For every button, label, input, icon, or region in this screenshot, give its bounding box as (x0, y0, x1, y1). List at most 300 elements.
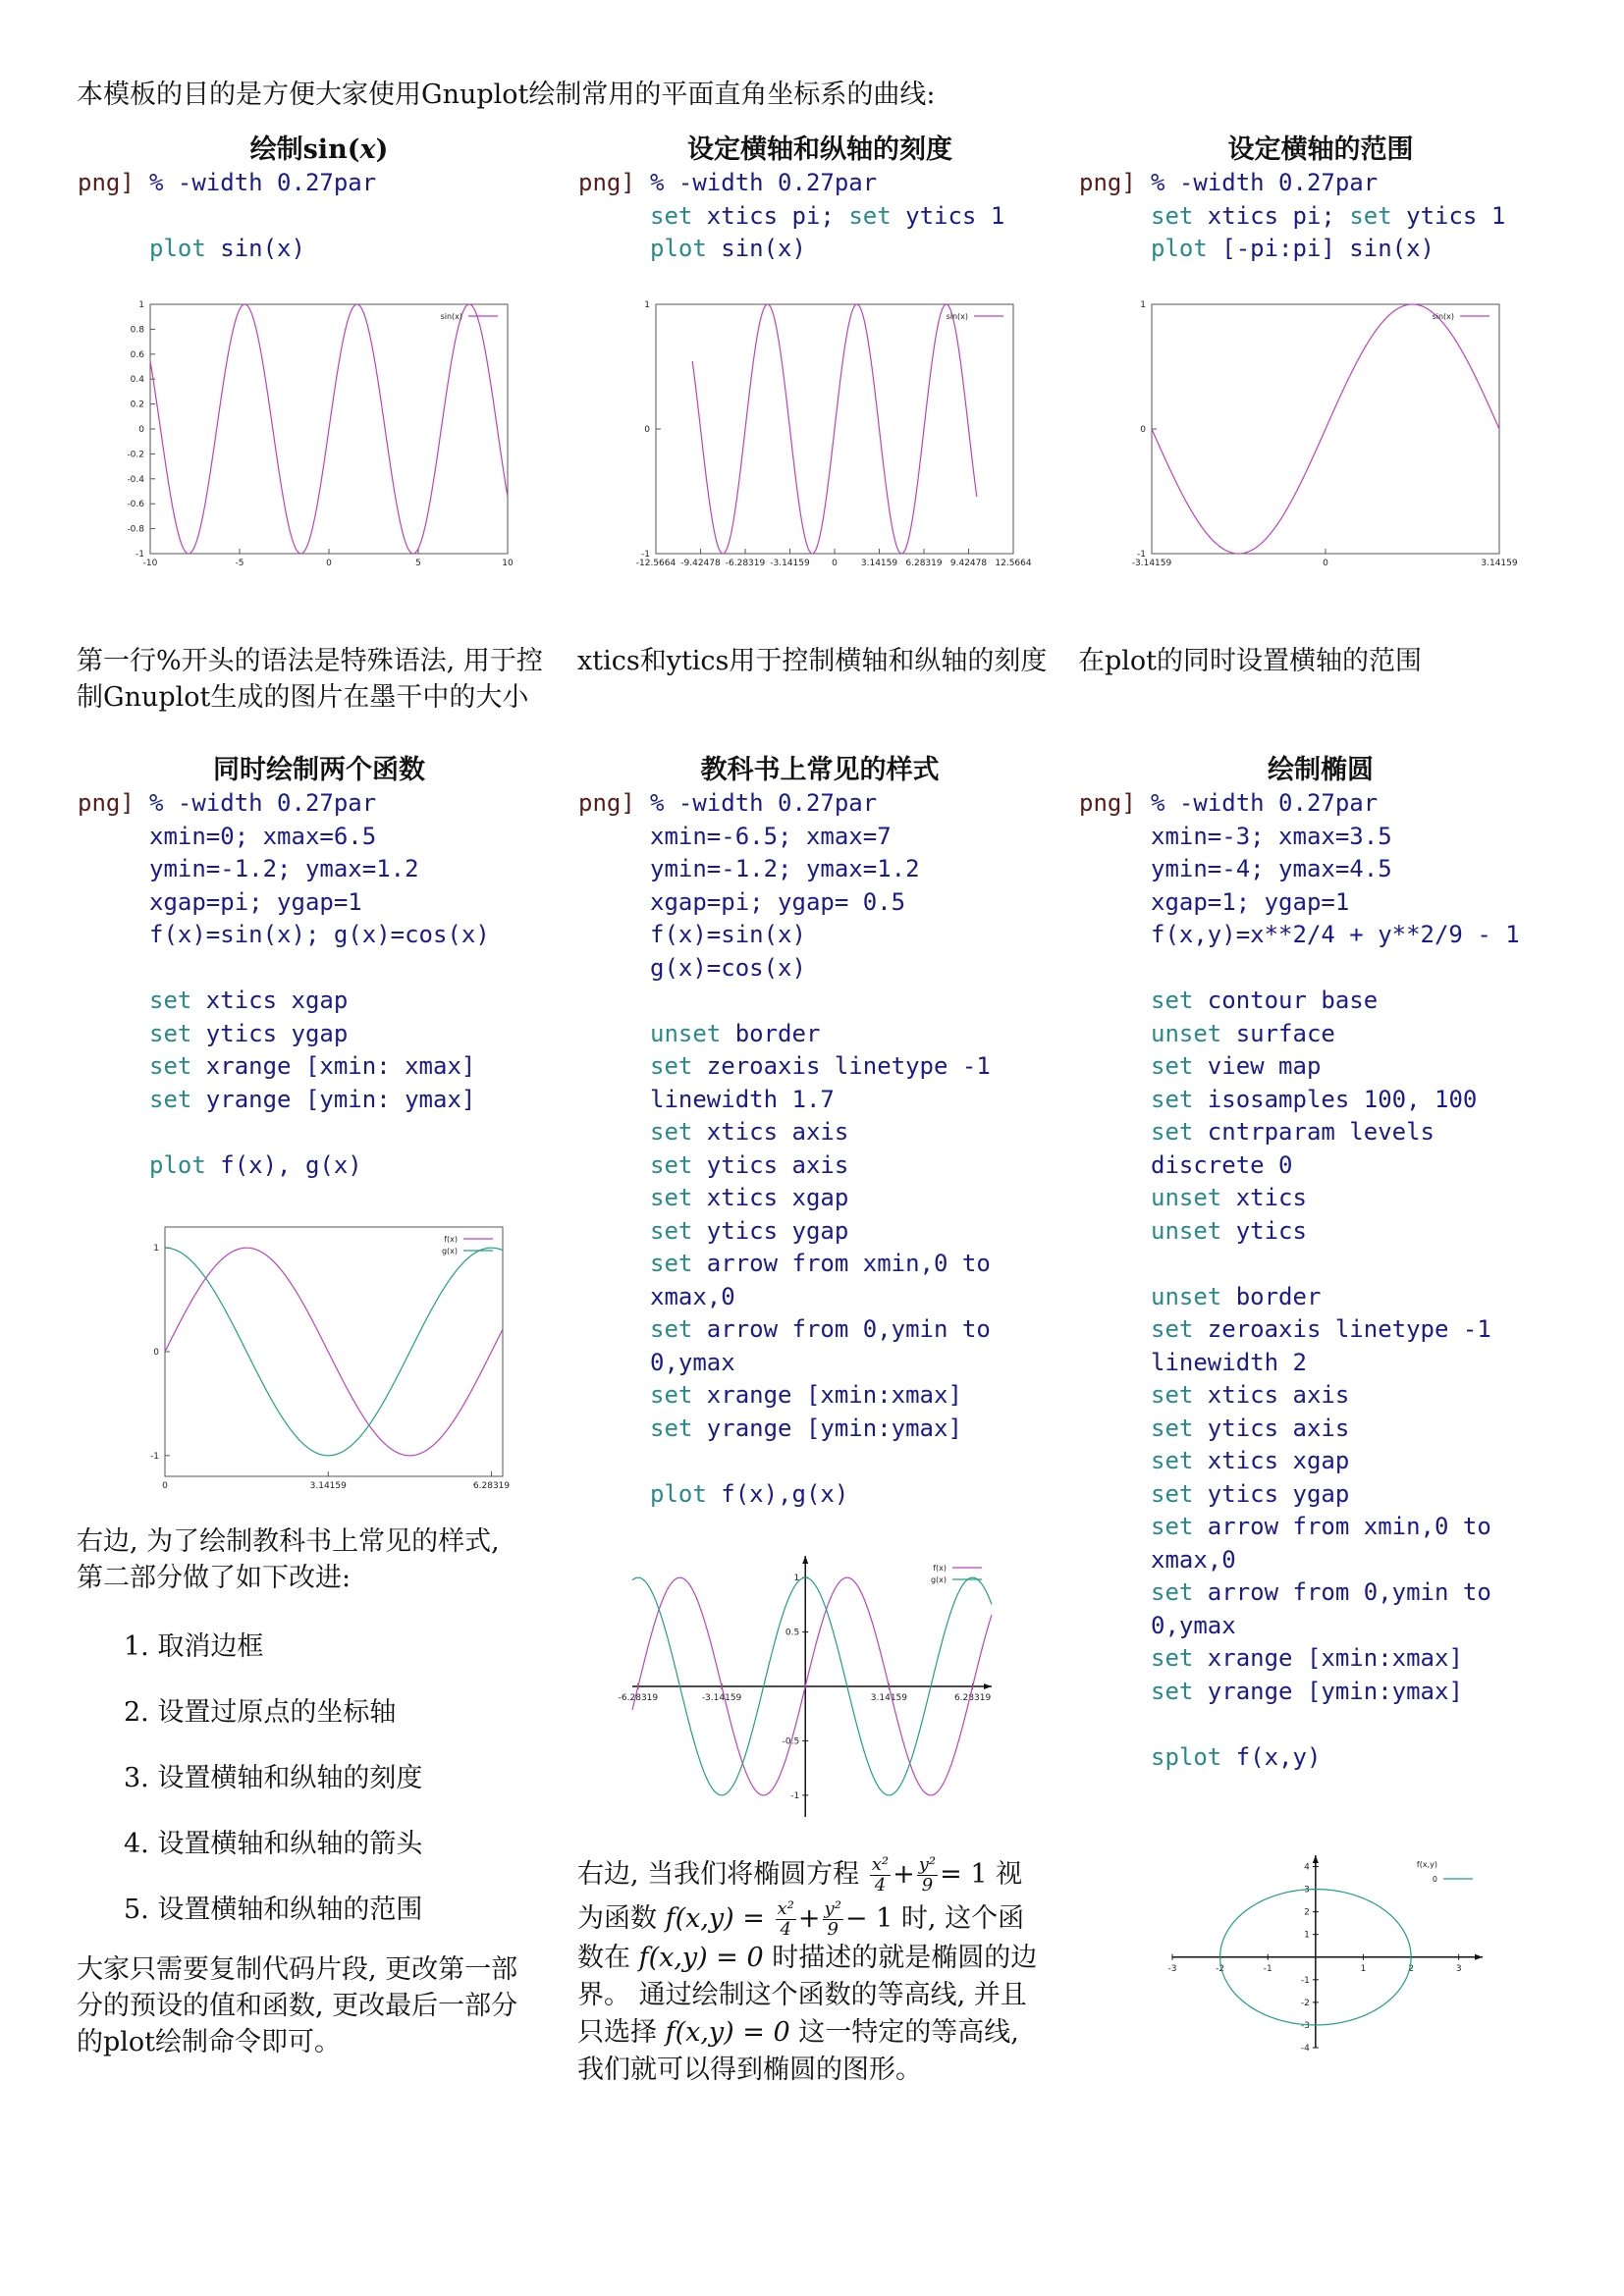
x-tick-label: 3.14159 (1481, 559, 1518, 568)
code-line (1151, 1576, 1520, 1610)
code-line (149, 200, 376, 234)
code-text: xtics (1221, 1184, 1307, 1211)
col3-code (1079, 167, 1506, 266)
expl-line5 (577, 2014, 1068, 2052)
math-fxy: f(x,y) = (665, 1903, 765, 1934)
col5-title: 教科书上常见的样式 (700, 755, 940, 785)
math-fxy0: f(x,y) = 0 (638, 1943, 764, 1973)
y-tick-label: 0 (138, 425, 144, 435)
col2-caption: xtics和ytics用于控制横轴和纵轴的刻度 (577, 646, 1048, 676)
code-text: % -width 0.27par (149, 789, 377, 817)
code-line (1151, 1708, 1520, 1741)
col4-footer (77, 1951, 568, 2060)
code-keyword: set (149, 1019, 192, 1047)
code-line (1151, 1018, 1520, 1051)
code-keyword: plot (149, 235, 206, 262)
code-line (650, 1413, 991, 1446)
legend-label: sin(x) (440, 312, 462, 321)
x-tick-label: 9.42478 (949, 559, 988, 568)
code-line (1151, 1445, 1520, 1478)
code-text: f(x), g(x) (205, 1150, 362, 1179)
col4-note (77, 1523, 568, 1596)
y-tick-label: -1 (150, 1451, 159, 1462)
y-tick-label: 0 (1140, 425, 1146, 435)
code-text: 0,ymax (1151, 1611, 1236, 1639)
code-line (1151, 1642, 1520, 1676)
code-line (1079, 167, 1505, 200)
y-tick-label: -0.4 (127, 474, 144, 485)
expl-p5a: 只选择 (577, 2017, 657, 2048)
x-tick-label: -3.14159 (770, 559, 810, 568)
plot-textbook-style (619, 1546, 1001, 1831)
col3-title: 设定横轴的范围 (1227, 134, 1414, 165)
x-tick-label: 5 (415, 559, 421, 568)
col4-note-line2: 第二部分做了如下改进: (77, 1563, 352, 1593)
code-keyword: set (1151, 1677, 1194, 1705)
code-keyword: set (1151, 987, 1194, 1014)
expl-p2b: 时, 这个函 (900, 1903, 1025, 1934)
frac-x2-4-b: $\frac{\text{x²}}{4}$ (777, 1898, 794, 1940)
frac-y2-9: $\frac{\text{y²}}{9}$ (918, 1854, 937, 1896)
x-tick-label: 3 (1455, 1963, 1462, 1974)
expl-p5b: 这一特定的等高线, (798, 2017, 1019, 2048)
y-tick-label: 1 (138, 300, 144, 310)
col4-title: 同时绘制两个函数 (213, 755, 425, 785)
code-line (1151, 1610, 1520, 1643)
code-line (149, 952, 490, 986)
y-axis-arrowhead (1313, 1855, 1319, 1863)
code-keyword: set (848, 201, 892, 230)
code-line (1151, 952, 1520, 986)
code-line (1151, 1478, 1520, 1512)
code-line (1151, 1741, 1520, 1775)
frac-x2-4: $\frac{\text{x²}}{4}$ (871, 1854, 890, 1896)
chart-svg (1105, 294, 1518, 579)
col2-title: 设定横轴和纵轴的刻度 (687, 134, 952, 165)
y-tick-label: -1 (790, 1790, 800, 1801)
y-tick-label: 0.8 (130, 325, 144, 336)
code-text: arrow from xmin,0 to (1193, 1513, 1491, 1540)
expl-line2 (577, 1899, 1068, 1940)
col5-explanation (577, 1855, 1068, 2089)
code-text: xmin=-3; xmax=3.5 (1151, 822, 1392, 850)
code-text: sin(x) (205, 235, 305, 262)
expl-p3b: 时描述的就是椭圆的边 (772, 1943, 1038, 1973)
y-tick-label: -1 (135, 550, 144, 560)
y-tick-label: 0.6 (130, 349, 144, 360)
legend-title: f(x,y) (1416, 1860, 1437, 1869)
code-text: zeroaxis linetype -1 (1193, 1315, 1491, 1343)
expl-line1 (577, 1855, 1068, 1896)
x-tick-label: -2 (1216, 1963, 1225, 1974)
legend-label: sin(x) (946, 312, 968, 321)
code-line (149, 985, 490, 1018)
series-line (165, 1248, 503, 1456)
code-text: xtics pi; (1193, 201, 1350, 230)
code-text: xgap=pi; ygap= 0.5 (650, 887, 906, 916)
code-text: ytics 1 (1391, 201, 1506, 230)
code-line (149, 1149, 490, 1183)
code-text: % -width 0.27par (1151, 169, 1379, 196)
code-text: border (721, 1019, 821, 1047)
code-line (578, 167, 1004, 200)
x-tick-label: -3 (1167, 1963, 1177, 1974)
plot-ellipse (1159, 1845, 1492, 2061)
code-line (1151, 1149, 1520, 1183)
plot-sin-range (1105, 294, 1518, 579)
code-text: f(x)=sin(x) (650, 921, 806, 948)
code-line (149, 233, 376, 266)
code-text: ytics 1 (891, 201, 1005, 230)
code-text: ytics ygap (692, 1216, 849, 1245)
code-text: f(x,y) (1221, 1742, 1322, 1771)
code-text: sin(x) (706, 235, 806, 262)
code-line (1151, 853, 1520, 886)
code-text: 0,ymax (650, 1348, 735, 1376)
code-line (1151, 200, 1505, 234)
legend-label: f(x) (933, 1564, 947, 1573)
x-tick-label: 12.5664 (995, 559, 1032, 568)
code-text: ytics ygap (1193, 1479, 1350, 1508)
series-line (165, 1248, 503, 1456)
series-line (1152, 304, 1499, 554)
code-keyword: set (650, 1118, 693, 1146)
legend-label: g(x) (930, 1575, 947, 1584)
code-keyword: plot (650, 235, 707, 262)
code-line (650, 200, 1004, 234)
code-text: [-pi:pi] sin(x) (1207, 235, 1435, 262)
code-keyword: set (1151, 1052, 1194, 1080)
code-text: ymin=-1.2; ymax=1.2 (149, 855, 419, 882)
col2-code (578, 167, 1005, 266)
code-text: arrow from 0,ymin to (1193, 1578, 1491, 1606)
plot-sin-cos (118, 1217, 511, 1502)
code-keyword: unset (1151, 1282, 1222, 1310)
y-tick-label: 1 (153, 1244, 159, 1255)
col1-caption (77, 643, 568, 716)
eq-one: = 1 (940, 1859, 988, 1890)
y-tick-label: -0.6 (127, 500, 144, 510)
code-text: xmax,0 (650, 1282, 735, 1310)
code-line (149, 886, 490, 920)
code-text: xrange [xmin:xmax] (692, 1381, 962, 1409)
code-keyword: set (650, 1381, 693, 1409)
x-tick-label: -6.28319 (618, 1693, 659, 1703)
y-tick-label: 0.2 (130, 400, 144, 410)
col4-note-line1: 右边, 为了绘制教科书上常见的样式, (77, 1526, 500, 1557)
chart-frame (165, 1227, 503, 1476)
code-prefix: png] (78, 169, 135, 196)
code-keyword: set (149, 987, 192, 1014)
y-tick-label: 0 (153, 1348, 159, 1358)
code-text: xtics xgap (191, 987, 349, 1014)
code-line (650, 1248, 991, 1281)
code-line (650, 853, 991, 886)
code-keyword: set (650, 1184, 693, 1211)
y-tick-label: -0.2 (127, 450, 144, 460)
expl-line6: 我们就可以得到椭圆的图形。 (577, 2055, 922, 2085)
code-keyword: set (1151, 1315, 1194, 1343)
code-text: yrange [ymin: ymax] (191, 1085, 476, 1113)
chart-svg (619, 1546, 1001, 1831)
list-item-5: 5. 设置横轴和纵轴的范围 (124, 1895, 423, 1925)
plot-sin-tics (609, 294, 1032, 579)
code-line (1151, 1281, 1520, 1314)
code-text: xtics axis (1193, 1381, 1350, 1409)
code-text: ytics (1221, 1216, 1307, 1245)
code-keyword: set (1151, 201, 1194, 230)
code-text: f(x,y)=x**2/4 + y**2/9 - 1 (1151, 921, 1520, 948)
x-tick-label: -9.42478 (680, 559, 721, 568)
frac-y2-9-b: $\frac{\text{y²}}{9}$ (824, 1898, 841, 1940)
code-text: discrete 0 (1151, 1150, 1293, 1179)
code-line (1151, 1248, 1520, 1281)
code-text: g(x)=cos(x) (650, 953, 806, 982)
col1-code (78, 167, 377, 266)
code-text: ymin=-1.2; ymax=1.2 (650, 855, 920, 882)
x-axis-arrowhead (984, 1683, 992, 1689)
x-tick-label: -3.14159 (701, 1693, 742, 1703)
code-line (149, 821, 490, 854)
col4-footer-line1: 大家只需要复制代码片段, 更改第一部 (77, 1954, 518, 1985)
code-line (650, 1478, 991, 1512)
x-tick-label: 3.14159 (309, 1481, 347, 1491)
code-text: f(x),g(x) (706, 1479, 849, 1508)
code-line (1151, 1413, 1520, 1446)
code-line (1151, 919, 1520, 952)
list-item-1: 1. 取消边框 (124, 1631, 264, 1662)
code-text: contour base (1193, 987, 1379, 1014)
legend-label: g(x) (441, 1247, 458, 1255)
code-keyword: set (650, 1250, 693, 1277)
y-tick-label: -3 (1300, 2020, 1310, 2031)
code-keyword: set (650, 201, 693, 230)
code-keyword: set (1151, 1381, 1194, 1409)
code-text: border (1221, 1282, 1322, 1310)
col6-title: 绘制椭圆 (1268, 755, 1374, 785)
code-line (1151, 1050, 1520, 1084)
code-line (650, 1018, 991, 1051)
code-text: xrange [xmin:xmax] (1193, 1644, 1463, 1672)
expl-p1a: 右边, 当我们将椭圆方程 (577, 1859, 860, 1890)
code-text: linewidth 2 (1151, 1348, 1307, 1376)
x-tick-label: -10 (142, 559, 158, 568)
code-text: view map (1193, 1052, 1322, 1080)
x-tick-label: 0 (162, 1481, 168, 1491)
code-prefix: png] (1079, 169, 1136, 196)
code-line (78, 787, 490, 821)
code-line (650, 886, 991, 920)
code-text: arrow from 0,ymin to (692, 1315, 991, 1343)
code-text: % -width 0.27par (1151, 789, 1379, 817)
code-text: % -width 0.27par (650, 789, 878, 817)
code-keyword: set (1151, 1479, 1194, 1508)
expl-p3a: 数在 (577, 1943, 630, 1973)
chart-svg (103, 294, 515, 579)
math-fxy0-b: f(x,y) = 0 (665, 2017, 790, 2048)
code-text: isosamples 100, 100 (1193, 1085, 1478, 1113)
expl-line3 (577, 1940, 1068, 1977)
code-text: % -width 0.27par (650, 169, 878, 196)
code-text: ytics ygap (191, 1019, 349, 1047)
y-tick-label: 4 (1304, 1862, 1310, 1873)
code-line (149, 1116, 490, 1149)
code-keyword: set (650, 1216, 693, 1245)
code-text: xgap=pi; ygap=1 (149, 887, 362, 916)
code-keyword: set (1151, 1118, 1194, 1146)
list-item-3: 3. 设置横轴和纵轴的刻度 (124, 1763, 423, 1793)
code-keyword: unset (1151, 1019, 1222, 1047)
code-text: ytics axis (692, 1150, 849, 1179)
code-line (650, 1313, 991, 1347)
legend-label: f(x) (444, 1235, 458, 1244)
col1-title-var: x (359, 134, 376, 165)
x-tick-label: 1 (1360, 1963, 1367, 1974)
code-prefix: png] (578, 169, 635, 196)
plus-sign-b: + (797, 1903, 821, 1934)
code-line (1151, 1379, 1520, 1413)
x-tick-label: 0 (326, 559, 332, 568)
code-line (149, 1084, 490, 1117)
minus-one: − 1 (844, 1903, 893, 1934)
code-line (578, 787, 991, 821)
code-keyword: set (650, 1052, 693, 1080)
code-keyword: plot (1151, 235, 1208, 262)
code-line (650, 919, 991, 952)
code-line (1151, 886, 1520, 920)
code-line (650, 985, 991, 1018)
code-keyword: set (149, 1085, 192, 1113)
code-line (650, 1084, 991, 1117)
code-text: xtics xgap (692, 1184, 849, 1211)
code-text: cntrparam levels (1193, 1118, 1435, 1146)
code-line (650, 1149, 991, 1183)
code-keyword: set (650, 1150, 693, 1179)
code-line (1151, 1511, 1520, 1544)
code-keyword: set (650, 1414, 693, 1442)
code-line (1151, 1676, 1520, 1709)
y-tick-label: -1 (1300, 1975, 1310, 1986)
code-text: xtics axis (692, 1118, 849, 1146)
code-line (650, 1445, 991, 1478)
code-line (1151, 985, 1520, 1018)
code-line (1151, 821, 1520, 854)
col3-caption: 在plot的同时设置横轴的范围 (1078, 646, 1423, 676)
code-keyword: unset (1151, 1184, 1222, 1211)
code-line (650, 233, 1004, 266)
code-keyword: unset (1151, 1216, 1222, 1245)
code-line (1151, 1182, 1520, 1215)
y-axis-arrowhead (802, 1556, 808, 1564)
code-text: arrow from xmin,0 to (692, 1250, 991, 1277)
chart-svg (609, 294, 1032, 579)
expl-p1b: 视 (996, 1859, 1023, 1890)
code-text: zeroaxis linetype -1 (692, 1052, 991, 1080)
x-tick-label: 10 (502, 559, 514, 568)
code-keyword: plot (149, 1150, 206, 1179)
code-text: ymin=-4; ymax=4.5 (1151, 855, 1392, 882)
code-text: xtics pi; (692, 201, 849, 230)
col1-caption-line2: 制Gnuplot生成的图片在墨干中的大小 (77, 682, 529, 713)
code-text: xmin=0; xmax=6.5 (149, 822, 377, 850)
y-tick-label: -1 (1137, 550, 1146, 560)
col4-code (78, 787, 490, 1182)
y-tick-label: 1 (1140, 300, 1146, 310)
x-tick-label: -3.14159 (1131, 559, 1172, 568)
y-tick-label: 1 (793, 1574, 800, 1584)
x-tick-label: 6.28319 (905, 559, 943, 568)
code-line (1151, 1215, 1520, 1249)
code-text: % -width 0.27par (149, 169, 377, 196)
expl-p2a: 为函数 (577, 1903, 657, 1934)
code-line (1151, 233, 1505, 266)
series-line (692, 304, 977, 554)
x-tick-label: 3.14159 (870, 1693, 908, 1703)
y-tick-label: -2 (1300, 1998, 1310, 2008)
code-text: xtics xgap (1193, 1447, 1350, 1474)
y-tick-label: 0.5 (785, 1628, 800, 1638)
x-tick-label: -6.28319 (725, 559, 766, 568)
y-tick-label: -0.8 (127, 524, 144, 535)
code-line (149, 1018, 490, 1051)
plot-sin (103, 294, 515, 579)
chart-svg (118, 1217, 511, 1502)
code-text: xgap=1; ygap=1 (1151, 887, 1350, 916)
code-keyword: set (1151, 1414, 1194, 1442)
code-prefix: png] (1079, 789, 1136, 817)
code-prefix: png] (578, 789, 635, 817)
y-tick-label: 2 (1304, 1907, 1310, 1918)
x-tick-label: 6.28319 (953, 1693, 992, 1703)
col1-caption-line1: 第一行%开头的语法是特殊语法, 用于控 (77, 646, 543, 676)
code-line (1151, 1347, 1520, 1380)
code-text: surface (1221, 1019, 1335, 1047)
code-line (78, 167, 377, 200)
code-keyword: splot (1151, 1742, 1222, 1771)
x-tick-label: -5 (235, 559, 244, 568)
x-tick-label: 0 (1323, 559, 1328, 568)
y-tick-label: 1 (644, 300, 650, 310)
legend-label: sin(x) (1432, 312, 1454, 321)
chart-svg (1159, 1845, 1492, 2061)
code-line (1079, 787, 1520, 821)
code-keyword: set (1151, 1578, 1194, 1606)
col4-footer-line2: 分的预设的值和函数, 更改最后一部分 (77, 1991, 518, 2021)
code-line (650, 1215, 991, 1249)
col1-title (79, 128, 560, 166)
code-line (1151, 1084, 1520, 1117)
code-text: xmin=-6.5; xmax=7 (650, 822, 892, 850)
x-tick-label: 2 (1408, 1963, 1414, 1974)
code-text: ytics axis (1193, 1414, 1350, 1442)
code-line (149, 919, 490, 952)
code-keyword: set (149, 1052, 192, 1080)
x-tick-label: -1 (1263, 1963, 1272, 1974)
code-keyword: set (1151, 1644, 1194, 1672)
code-text: xrange [xmin: xmax] (191, 1052, 476, 1080)
code-line (149, 1050, 490, 1084)
list-item-2: 2. 设置过原点的坐标轴 (124, 1697, 397, 1728)
code-keyword: set (1151, 1447, 1194, 1474)
intro-text: 本模板的目的是方便大家使用Gnuplot绘制常用的平面直角坐标系的曲线: (77, 80, 936, 110)
code-keyword: set (1151, 1085, 1194, 1113)
col1-title-prefix: 绘制sin( (249, 134, 360, 165)
code-keyword: set (1349, 201, 1392, 230)
col1-title-suffix: ) (375, 134, 389, 165)
code-line (650, 1182, 991, 1215)
code-line (650, 1116, 991, 1149)
expl-line4: 界。 通过绘制这个函数的等高线, 并且 (577, 1980, 1027, 2010)
